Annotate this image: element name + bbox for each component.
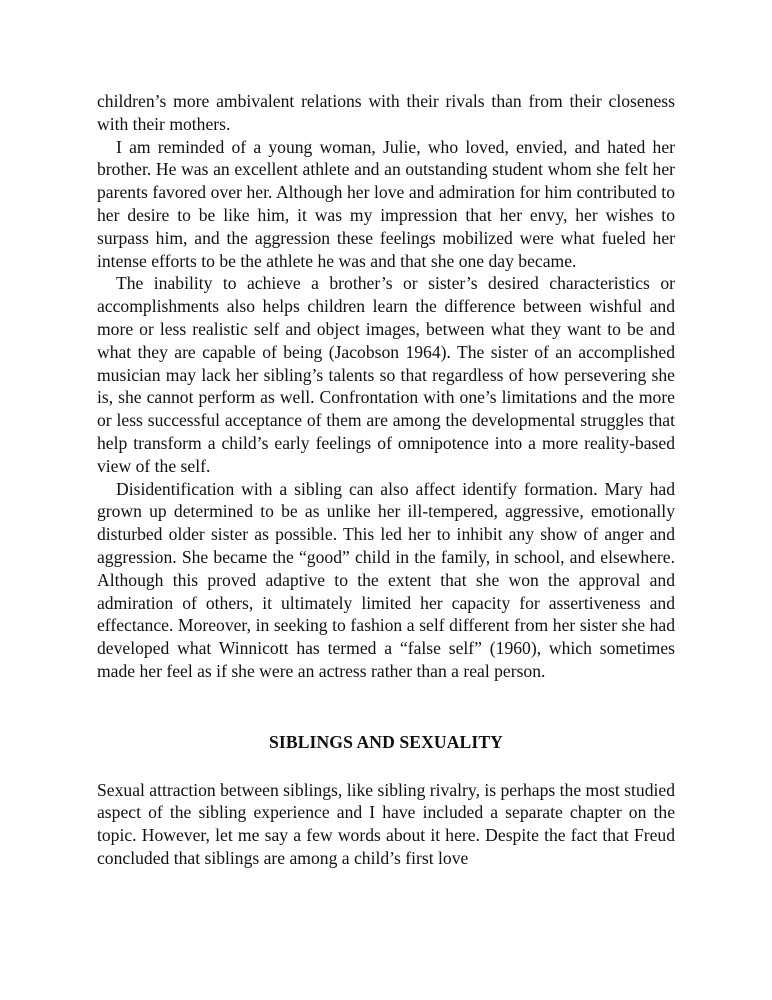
section-heading: SIBLINGS AND SEXUALITY	[269, 731, 503, 752]
paragraph-disidentification: Disidentification with a sibling can also affect identify formation. Mary had grown up determined to be as unlike her ill-tempered, aggressive, emotionally disturbed older sister as possible. This led her to inhibit any show of anger and aggression. She became the “good” child in the family, in school, and elsewhere. Although this proved adaptive to the extent that she won the approval and admiration of others, it ultimately limited her capacity for assertiveness and effectance. Moreover, in seeking to fashion a self different from her sister she had developed what Winnicott has termed a “false self” (1960), which sometimes made her feel as if she were an actress rather than a real person.	[97, 478, 675, 681]
document-page	[97, 90, 675, 870]
paragraph-sexuality: Sexual attraction between siblings, like sibling rivalry, is perhaps the most studied aspect of the sibling experience and I have included a separate chapter on the topic. However, let me say a few words about it here. Despite the fact that Freud concluded that siblings are among a child’s first love	[97, 779, 675, 868]
paragraph-continuation: children’s more ambivalent relations with their rivals than from their closeness with their mothers.	[97, 91, 675, 134]
paragraph-julie: I am reminded of a young woman, Julie, who loved, envied, and hated her brother. He was an excellent athlete and an outstanding student whom she felt her parents favored over her. Although her love and admiration for him contributed to her desire to be like him, it was my impression that her envy, her wishes to surpass him, and the aggression these feelings mobilized were what fueled her intense efforts to be the athlete he was and that she one day became.	[97, 136, 675, 271]
paragraph-limitations: The inability to achieve a brother’s or sister’s desired characteristics or accomplishments also helps children learn the difference between wishful and more or less realistic self and object images, between what they want to be and what they are capable of being (Jacobson 1964). The sister of an accomplished musician may lack her sibling’s talents so that regardless of how persevering she is, she cannot perform as well. Confrontation with one’s limitations and the more or less successful acceptance of them are among the developmental struggles that help transform a child’s early feelings of omnipotence into a more reality-based view of the self.	[97, 273, 675, 476]
